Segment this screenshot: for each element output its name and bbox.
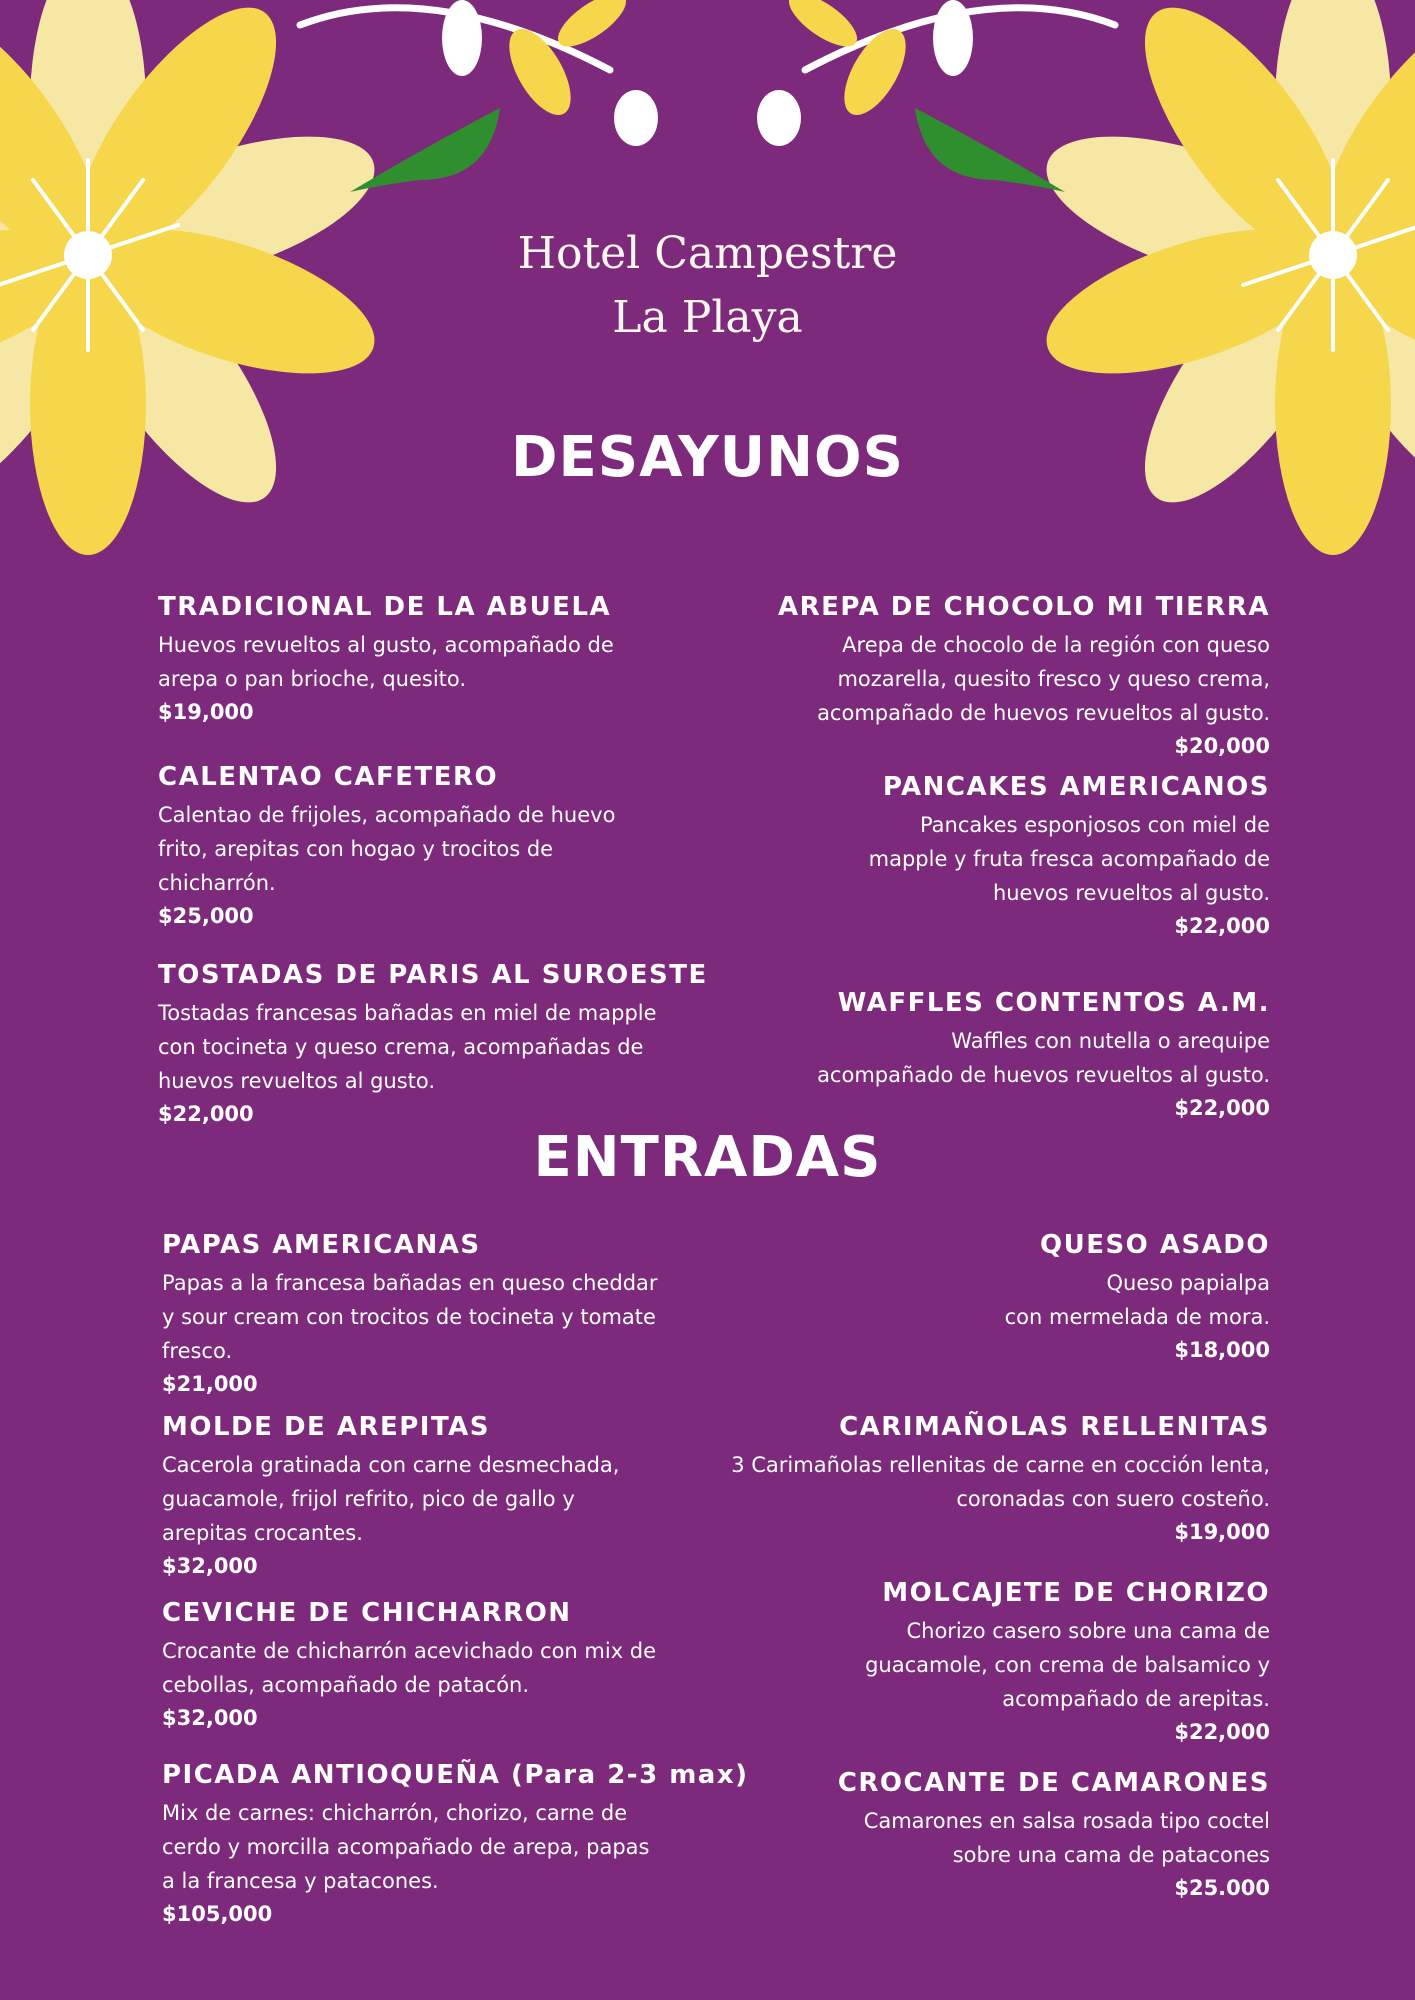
menu-item-desc-line: Tostadas francesas bañadas en miel de mapple [158,1001,657,1025]
menu-item-price: $20,000 [1174,734,1270,758]
menu-item-name: CEVICHE DE CHICHARRON [162,1598,572,1628]
menu-item [690,1230,1270,1366]
menu-item-desc-line: Mix de carnes: chicharrón, chorizo, carne de [162,1801,628,1825]
menu-item-desc-line: huevos revueltos al gusto. [992,881,1270,905]
menu-item-desc-line: guacamole, frijol refrito, pico de gallo y [162,1487,575,1511]
menu-item [162,1760,749,1930]
menu-item-desc-line: Arepa de chocolo de la región con queso [842,633,1270,657]
menu-item-price: $22,000 [158,1102,254,1126]
menu-item-name: MOLDE DE AREPITAS [162,1412,491,1442]
menu-item [690,1768,1270,1904]
menu-item-price: $22,000 [1174,1096,1270,1120]
menu-item-name: TOSTADAS DE PARIS AL SUROESTE [158,960,708,990]
menu-item-name: AREPA DE CHOCOLO MI TIERRA [778,592,1270,622]
menu-item-desc-line: acompañado de huevos revueltos al gusto. [817,1063,1270,1087]
menu-item-desc-line: Pancakes esponjosos con miel de [919,813,1270,837]
menu-item-price: $19,000 [158,700,254,724]
menu-item-desc-line: coronadas con suero costeño. [956,1487,1270,1511]
menu-item-desc-line: Cacerola gratinada con carne desmechada, [162,1453,620,1477]
menu-item-desc-line: sobre una cama de patacones [952,1843,1270,1867]
menu-item-price: $22,000 [1174,1720,1270,1744]
hotel-name [0,222,1415,350]
menu-item-name: PANCAKES AMERICANOS [882,772,1270,802]
right-branch-icon [757,0,1115,192]
menu-item-desc-line: a la francesa y patacones. [162,1869,439,1893]
menu-item-price: $19,000 [1174,1520,1270,1544]
menu-item-desc-line: frito, arepitas con hogao y trocitos de [158,837,554,861]
left-branch-icon [300,0,658,192]
menu-item-desc-line: arepitas crocantes. [162,1521,363,1545]
menu-item [690,1578,1270,1748]
menu-item-desc-line: Huevos revueltos al gusto, acompañado de [158,633,614,657]
menu-item-desc-line: Queso papialpa [1106,1271,1270,1295]
menu-item-name: PICADA ANTIOQUEÑA (Para 2-3 max) [162,1760,749,1790]
menu-item-desc-line: arepa o pan brioche, quesito. [158,667,467,691]
menu-item-price: $25.000 [1174,1876,1270,1900]
menu-item [158,762,738,932]
menu-item [162,1598,742,1734]
menu-item-price: $22,000 [1174,914,1270,938]
menu-item [640,1412,1270,1548]
menu-item-desc-line: cerdo y morcilla acompañado de arepa, papas [162,1835,650,1859]
menu-item-desc-line: Calentao de frijoles, acompañado de huevo [158,803,616,827]
hotel-name-line1: Hotel Campestre [517,228,898,279]
menu-item-desc-line: mapple y fruta fresca acompañado de [868,847,1270,871]
section-title-entradas: ENTRADAS [533,1125,882,1190]
menu-item-desc-line: guacamole, con crema de balsamico y [865,1653,1270,1677]
menu-item-price: $32,000 [162,1706,258,1730]
menu-item-name: CALENTAO CAFETERO [158,762,499,792]
menu-item-price: $18,000 [1174,1338,1270,1362]
menu-item-name: WAFFLES CONTENTOS A.M. [837,988,1270,1018]
menu-item-desc-line: Chorizo casero sobre una cama de [906,1619,1270,1643]
menu-item-name: CROCANTE DE CAMARONES [837,1768,1270,1798]
menu-item-price: $32,000 [162,1554,258,1578]
menu-item-desc-line: con mermelada de mora. [1004,1305,1270,1329]
menu-item-price: $25,000 [158,904,254,928]
menu-item-desc-line: Camarones en salsa rosada tipo coctel [863,1809,1270,1833]
menu-item-desc-line: Crocante de chicharrón acevichado con mix de [162,1639,657,1663]
menu-item-name: PAPAS AMERICANAS [162,1230,481,1260]
menu-item-desc-line: Papas a la francesa bañadas en queso cheddar [162,1271,658,1295]
menu-item [158,592,738,728]
menu-item-desc-line: con tocineta y queso crema, acompañadas de [158,1035,644,1059]
menu-item-desc-line: chicharrón. [158,871,276,895]
menu-item [690,988,1270,1124]
menu-item-desc-line: cebollas, acompañado de patacón. [162,1673,530,1697]
section-title-desayunos: DESAYUNOS [511,425,904,490]
menu-item-desc-line: 3 Carimañolas rellenitas de carne en cocción lenta, [731,1453,1270,1477]
menu-item [690,772,1270,942]
menu-item-desc-line: Waffles con nutella o arequipe [951,1029,1270,1053]
menu-item-name: TRADICIONAL DE LA ABUELA [158,592,612,622]
menu-item-name: MOLCAJETE DE CHORIZO [882,1578,1270,1608]
menu-item [690,592,1270,762]
menu-item-desc-line: acompañado de arepitas. [1002,1687,1270,1711]
menu-item-desc-line: y sour cream con trocitos de tocineta y tomate [162,1305,656,1329]
menu-item [158,960,738,1130]
menu-item-desc-line: mozarella, quesito fresco y queso crema, [837,667,1270,691]
menu-item-name: CARIMAÑOLAS RELLENITAS [839,1412,1270,1442]
menu-item-name: QUESO ASADO [1039,1230,1270,1260]
menu-item-desc-line: fresco. [162,1339,233,1363]
menu-item-desc-line: huevos revueltos al gusto. [158,1069,436,1093]
menu-item [162,1230,742,1400]
menu-item-desc-line: acompañado de huevos revueltos al gusto. [817,701,1270,725]
menu-item-price: $21,000 [162,1372,258,1396]
menu-item-price: $105,000 [162,1902,273,1926]
hotel-name-line2: La Playa [612,292,803,343]
